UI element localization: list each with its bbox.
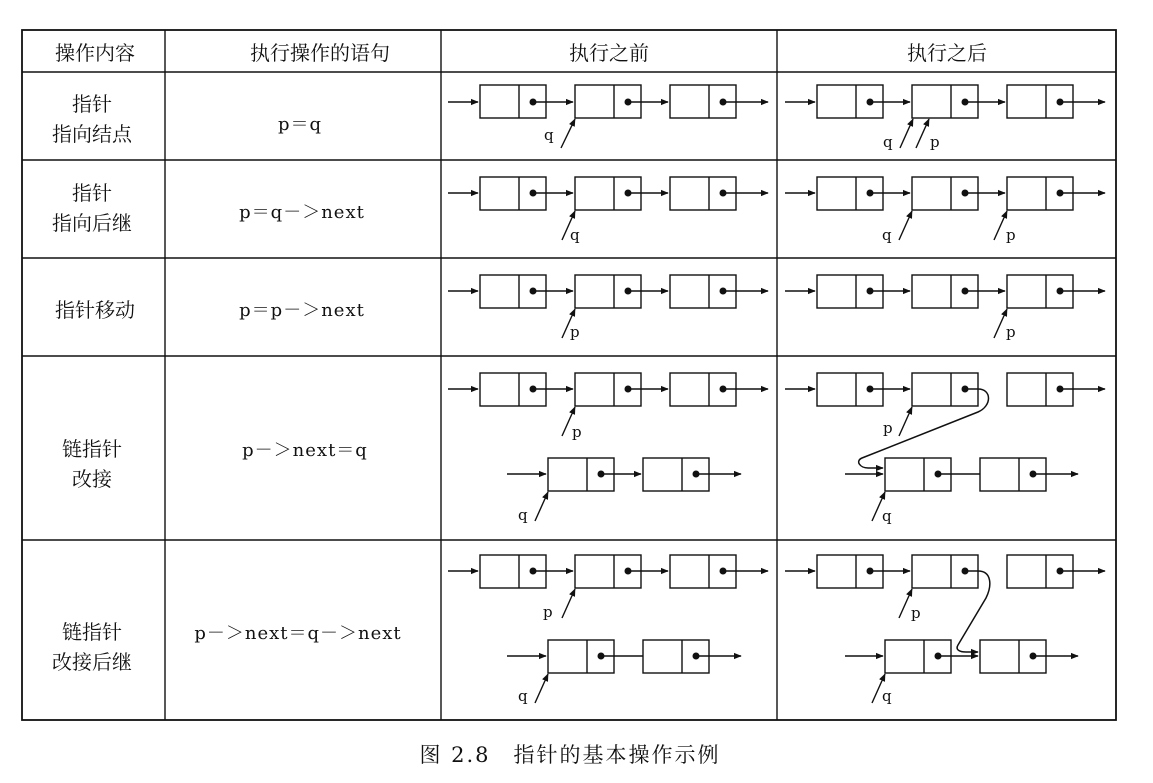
pointer-label-q: q [882, 687, 892, 705]
linked-list-chain-main [785, 555, 1105, 588]
pointer-label-p: p [1006, 226, 1016, 244]
row1-after-diagram [785, 85, 1105, 151]
pointer-label-p: p [930, 133, 940, 151]
linked-list-chain [785, 85, 1105, 118]
row2-op-line1: 指针 [72, 181, 112, 205]
row4-op-line1: 链指针 [62, 437, 122, 461]
pointer-label-p: p [572, 423, 582, 441]
row5-op-line1: 链指针 [62, 620, 122, 644]
linked-list-chain-main [448, 373, 768, 406]
linked-list-chain-second [507, 640, 741, 673]
row1-statement: p＝q [277, 114, 323, 135]
figure-caption: 图 2.8 指针的基本操作示例 [419, 743, 721, 767]
pointer-label-p: p [570, 323, 580, 341]
pointer-label-q: q [570, 226, 580, 244]
row3-op-line1: 指针移动 [55, 298, 135, 322]
header-before: 执行之前 [569, 41, 649, 65]
row4-statement: p－＞next＝q [242, 440, 368, 461]
row5-before-diagram [448, 555, 768, 705]
linked-list-chain [448, 85, 768, 118]
row3-after-diagram [785, 275, 1105, 341]
header-statement: 执行操作的语句 [250, 41, 390, 65]
linked-list-chain [448, 177, 768, 210]
pointer-arrow-p [562, 589, 575, 618]
row2-before-diagram [448, 177, 768, 244]
header-after: 执行之后 [907, 41, 987, 65]
pointer-arrow-q [900, 119, 913, 148]
pointer-label-p: p [543, 603, 553, 621]
row5-after-diagram [785, 555, 1105, 705]
row4-op-line2: 改接 [72, 467, 112, 491]
row3-statement: p＝p－＞next [239, 300, 365, 321]
pointer-arrow-p [916, 119, 929, 148]
linked-list-chain [448, 275, 768, 308]
row5-statement: p－＞next＝q－＞next [194, 623, 402, 644]
row1-op-line1: 指针 [72, 92, 112, 116]
linked-list-chain-second [507, 458, 741, 491]
linked-list-chain [785, 275, 1105, 308]
linked-list-chain-second [845, 458, 1078, 491]
linked-list-chain-main [785, 373, 1105, 406]
pointer-label-p: p [883, 419, 893, 437]
linked-list-chain [785, 177, 1105, 210]
pointer-arrow-q [535, 492, 548, 521]
pointer-label-q: q [544, 126, 554, 144]
pointer-arrow-p [899, 407, 912, 436]
row5-op-line2: 改接后继 [52, 650, 132, 674]
row4-after-diagram [785, 373, 1105, 525]
pointer-label-q: q [518, 506, 528, 524]
table-grid [22, 30, 1116, 720]
pointer-label-q: q [883, 133, 893, 151]
linked-list-chain-second [845, 640, 1078, 673]
header-operation: 操作内容 [55, 41, 135, 65]
row2-after-diagram [785, 177, 1105, 244]
row2-statement: p＝q－＞next [239, 202, 365, 223]
row3-before-diagram [448, 275, 768, 341]
relinked-next-arrow [859, 389, 989, 468]
pointer-label-q: q [882, 226, 892, 244]
row1-before-diagram [448, 85, 768, 148]
pointer-arrow-q [561, 119, 575, 148]
row4-before-diagram [448, 373, 768, 524]
pointer-arrow-q [899, 211, 912, 240]
pointer-label-q: q [518, 687, 528, 705]
pointer-arrow-q [535, 674, 548, 703]
pointer-label-p: p [1006, 323, 1016, 341]
linked-list-chain-main [448, 555, 768, 588]
row1-op-line2: 指向结点 [52, 122, 132, 146]
pointer-label-p: p [911, 604, 921, 622]
pointer-label-q: q [882, 507, 892, 525]
row2-op-line2: 指向后继 [52, 211, 132, 235]
